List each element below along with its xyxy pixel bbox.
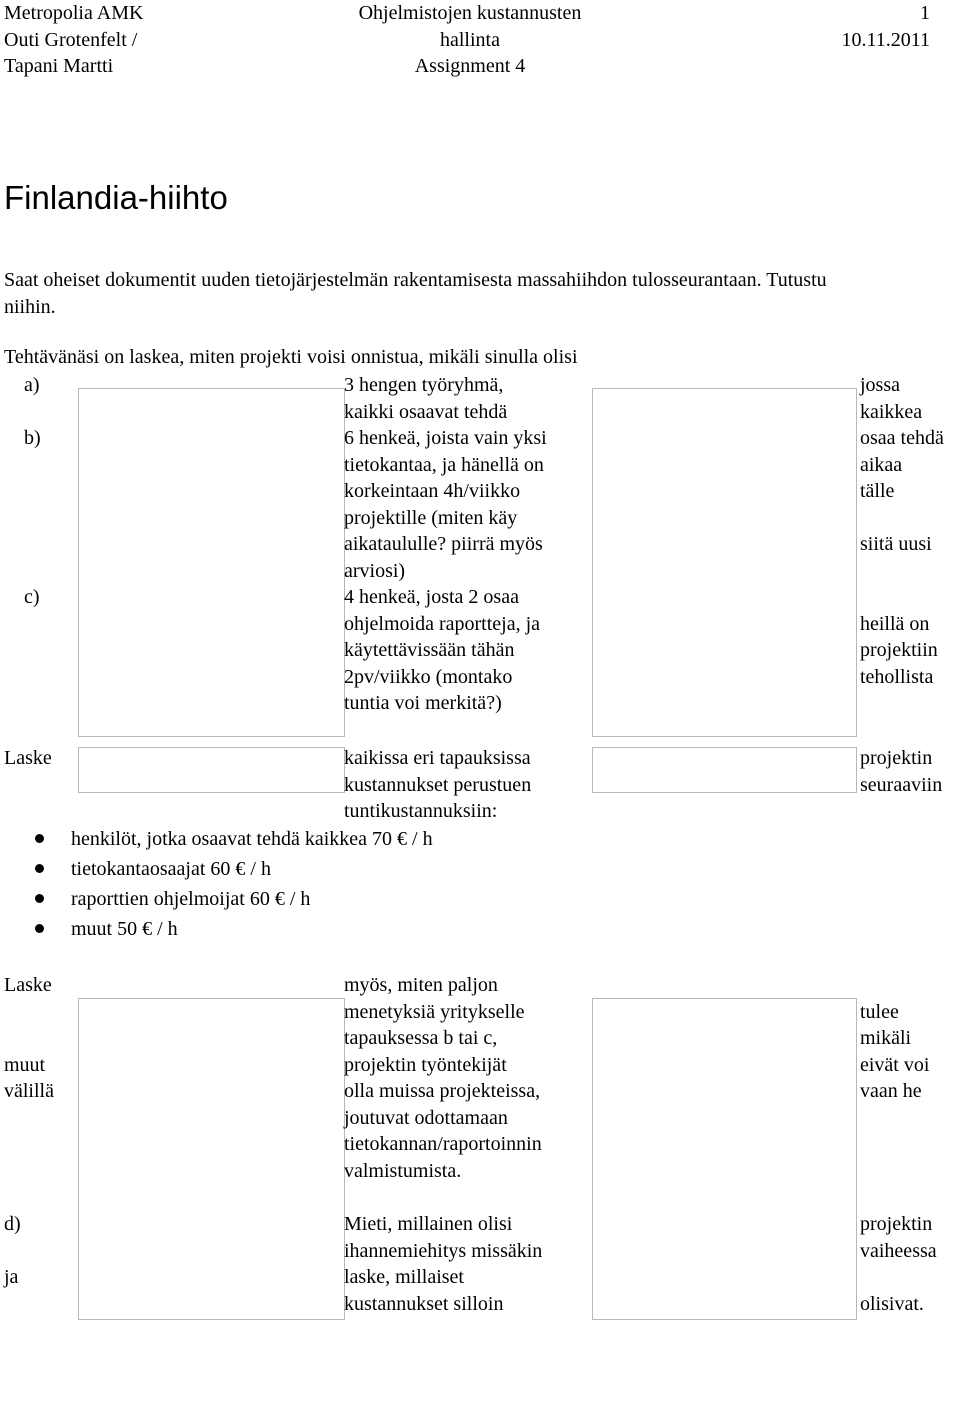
text-line: aikaa bbox=[860, 453, 903, 476]
text-line: heillä on bbox=[860, 612, 930, 635]
image-placeholder-right bbox=[592, 747, 857, 793]
text-line: olisivat. bbox=[860, 1292, 924, 1315]
image-placeholder-right bbox=[592, 388, 857, 737]
section1-right-text bbox=[860, 372, 944, 690]
text-line: korkeintaan 4h/viikko bbox=[344, 480, 521, 502]
text-line: ja bbox=[4, 1266, 19, 1288]
text-line: kaikissa eri tapauksissa bbox=[344, 747, 531, 769]
text-line: tuntikustannuksiin: bbox=[344, 800, 498, 822]
section4-labels bbox=[4, 1211, 21, 1291]
text-line: aikataululle? piirrä myös bbox=[344, 533, 543, 555]
header-author-1: Outi Grotenfelt / bbox=[4, 28, 138, 51]
laske-label: Laske bbox=[4, 747, 52, 769]
text-line: 4 henkeä, josta 2 osaa bbox=[344, 586, 519, 608]
text-line: tälle bbox=[860, 480, 895, 502]
text-line bbox=[4, 1025, 54, 1052]
text-line: eivät voi bbox=[860, 1053, 930, 1076]
text-line bbox=[860, 505, 944, 532]
text-line: tehollista bbox=[860, 665, 934, 688]
text-line: vaiheessa bbox=[860, 1239, 937, 1262]
section3-labels bbox=[4, 972, 54, 1105]
text-line: käytettävissään tähän bbox=[344, 639, 515, 661]
text-line: projektin bbox=[860, 1213, 933, 1235]
text-line bbox=[860, 972, 929, 999]
text-line: laske, millaiset bbox=[344, 1266, 464, 1288]
header-course-line2: hallinta bbox=[440, 28, 500, 51]
text-line: tietokannan/raportoinnin bbox=[344, 1133, 542, 1155]
text-line: projektin työntekijät bbox=[344, 1053, 507, 1076]
header-author-2: Tapani Martti bbox=[4, 55, 114, 77]
section2-center-text bbox=[344, 745, 531, 825]
text-line bbox=[4, 999, 54, 1026]
text-line: valmistumista. bbox=[344, 1159, 462, 1182]
text-line: ihannemiehitys missäkin bbox=[344, 1239, 543, 1262]
option-a-label: a) bbox=[24, 374, 40, 396]
bullet-item: tietokantaosaajat 60 € / h bbox=[71, 858, 271, 880]
option-d-label: d) bbox=[4, 1213, 21, 1235]
image-placeholder-left bbox=[78, 747, 345, 793]
text-line: 3 hengen työryhmä, bbox=[344, 374, 504, 396]
text-line: mikäli bbox=[860, 1027, 912, 1049]
page-title: Finlandia-hiihto bbox=[4, 179, 228, 216]
bullet-item: muut 50 € / h bbox=[71, 918, 178, 940]
header-page-number: 1 bbox=[920, 2, 930, 24]
text-line: välillä bbox=[4, 1080, 54, 1102]
text-line: joutuvat odottamaan bbox=[344, 1106, 508, 1129]
text-line bbox=[860, 558, 944, 585]
text-line: muut bbox=[4, 1053, 46, 1076]
text-line: 2pv/viikko (montako bbox=[344, 665, 513, 688]
bullet-icon bbox=[35, 924, 44, 933]
header-course-line1: Ohjelmistojen kustannusten bbox=[358, 2, 582, 24]
text-line bbox=[860, 584, 944, 611]
section4-right-text bbox=[860, 1211, 937, 1317]
text-line: tulee bbox=[860, 1000, 899, 1023]
image-placeholder-right bbox=[592, 998, 857, 1320]
intro-paragraph bbox=[4, 267, 827, 320]
section3-right-text bbox=[860, 972, 929, 1105]
bullet-item: raporttien ohjelmoijat 60 € / h bbox=[71, 888, 311, 910]
text-line: tietokantaa, ja hänellä on bbox=[344, 453, 544, 476]
image-placeholder-left bbox=[78, 388, 345, 737]
text-line: osaa tehdä bbox=[860, 427, 944, 449]
text-line: tuntia voi merkitä?) bbox=[344, 692, 502, 714]
text-line: menetyksiä yritykselle bbox=[344, 1000, 525, 1023]
text-line bbox=[860, 1264, 937, 1291]
header-left bbox=[4, 0, 143, 80]
text-line: seuraaviin bbox=[860, 773, 943, 796]
bullet-item: henkilöt, jotka osaavat tehdä kaikkea 70 € / h bbox=[71, 828, 433, 850]
intro-line: niihin. bbox=[4, 295, 56, 318]
text-line: siitä uusi bbox=[860, 533, 932, 555]
header-center bbox=[340, 0, 600, 80]
text-line: olla muissa projekteissa, bbox=[344, 1080, 541, 1102]
header-right bbox=[841, 0, 930, 53]
text-line: 6 henkeä, joista vain yksi bbox=[344, 427, 547, 449]
text-line: kustannukset silloin bbox=[344, 1292, 504, 1315]
text-line bbox=[4, 1238, 21, 1265]
option-b-label: b) bbox=[24, 427, 41, 449]
text-line: Laske bbox=[4, 974, 52, 996]
text-line: jossa bbox=[860, 374, 900, 396]
text-line: projektille (miten käy bbox=[344, 506, 518, 529]
text-line: Mieti, millainen olisi bbox=[344, 1213, 513, 1235]
task-intro: Tehtävänäsi on laskea, miten projekti voisi onnistua, mikäli sinulla olisi bbox=[4, 346, 578, 368]
intro-line: Saat oheiset dokumentit uuden tietojärjestelmän rakentamisesta massahiihdon tulosseurantaan. Tutustu bbox=[4, 269, 827, 291]
header-date: 10.11.2011 bbox=[841, 28, 930, 51]
option-c-label: c) bbox=[24, 586, 40, 608]
header-assignment: Assignment 4 bbox=[414, 55, 526, 77]
text-line: tapauksessa b tai c, bbox=[344, 1027, 498, 1049]
image-placeholder-left bbox=[78, 998, 345, 1320]
header-org: Metropolia AMK bbox=[4, 2, 144, 24]
text-line: ohjelmoida raportteja, ja bbox=[344, 612, 541, 635]
text-line: projektiin bbox=[860, 639, 938, 661]
bullet-icon bbox=[35, 834, 44, 843]
text-line: projektin bbox=[860, 747, 933, 769]
section2-right-text bbox=[860, 745, 942, 798]
bullet-icon bbox=[35, 864, 44, 873]
bullet-icon bbox=[35, 894, 44, 903]
text-line: kaikki osaavat tehdä bbox=[344, 400, 508, 423]
text-line: kustannukset perustuen bbox=[344, 773, 532, 796]
section3-center-text bbox=[344, 972, 542, 1184]
section1-center-text bbox=[344, 372, 547, 717]
text-line: vaan he bbox=[860, 1080, 922, 1102]
text-line: arviosi) bbox=[344, 559, 406, 582]
text-line: kaikkea bbox=[860, 400, 923, 423]
section4-center-text bbox=[344, 1211, 542, 1317]
text-line: myös, miten paljon bbox=[344, 974, 498, 996]
